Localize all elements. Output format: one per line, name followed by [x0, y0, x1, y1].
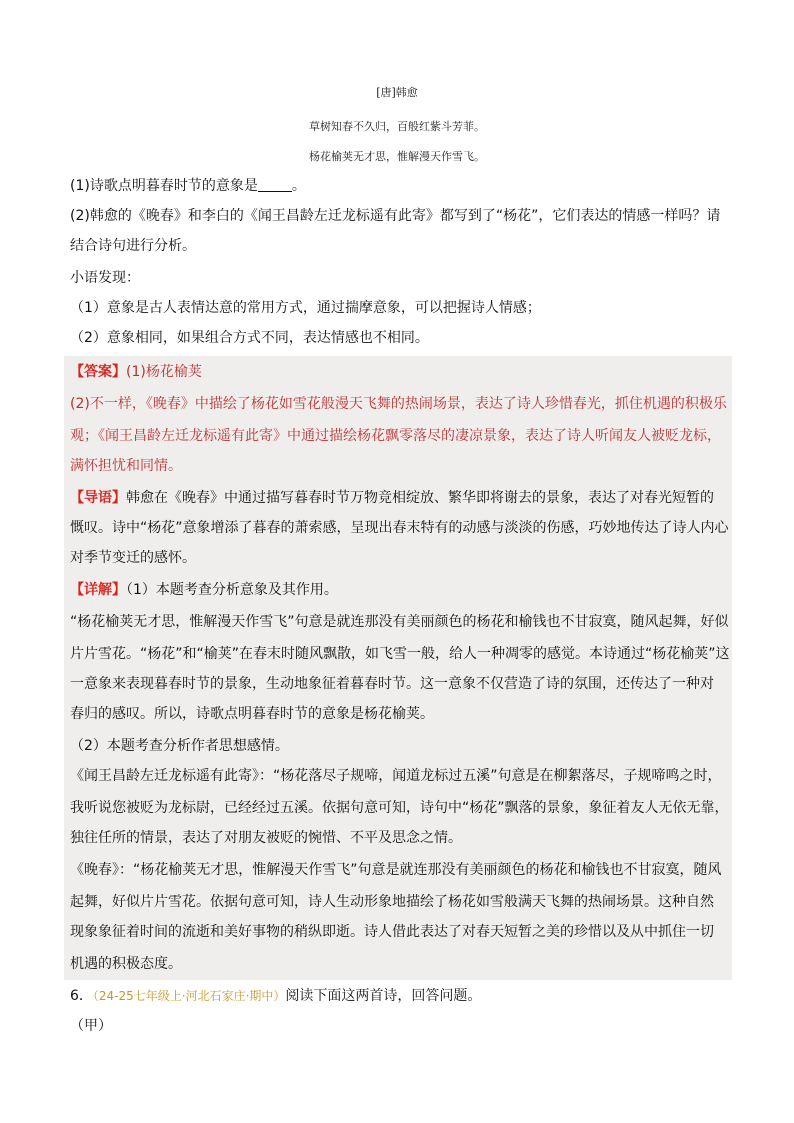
guide-tag: 【导语】 [70, 490, 126, 506]
detail-p2-line-4: 春归的感叹。所以，诗歌点明暮春时节的意象是杨花榆荚。 [70, 706, 434, 722]
tip-1: （1）意象是古人表情达意的常用方式，通过揣摩意象，可以把握诗人情感； [70, 300, 541, 316]
detail-p4-line-2: 我听说您被贬为龙标尉，已经经过五溪。依据句意可知，诗句中“杨花”飘落的景象，象征着友人无依无靠， [70, 800, 729, 816]
answer-1: (1)杨花榆荚 [126, 364, 202, 380]
answer-tag: 【答案】 [70, 364, 126, 380]
tip-title: 小语发现： [70, 270, 140, 286]
detail-p5-line-3: 现象象征着时间的流逝和美好事物的稍纵即逝。诗人借此表达了对春天短暂之美的珍惜以及从中抓住一切 [70, 924, 714, 940]
detail-p5-line-4: 机遇的积极态度。 [70, 956, 182, 972]
guide-line-3: 对季节变迁的感怀。 [70, 550, 196, 566]
answer-line-1 [70, 362, 730, 382]
question-2-line-1: (2)韩愈的《晚春》和李白的《闻王昌龄左迁龙标遥有此寄》都写到了“杨花”，它们表达的情感一样吗？请 [70, 208, 721, 224]
question-2-line-2: 结合诗句进行分析。 [70, 238, 196, 254]
poem-part-label: （甲） [70, 1018, 112, 1034]
question-1-text: (1)诗歌点明暮春时节的意象是 [70, 178, 258, 194]
question-1 [70, 176, 730, 196]
next-question [70, 986, 730, 1006]
detail-p4-line-3: 独往任所的情景，表达了对朋友被贬的惋惜、不平及思念之情。 [70, 830, 462, 846]
answer-panel [64, 356, 732, 980]
answer-blank [258, 177, 292, 192]
question-number: 6． [70, 988, 93, 1004]
detail-line-1 [70, 580, 730, 600]
answer-2-line-3: 满怀担忧和同情。 [70, 458, 182, 474]
poem-author: [唐]韩愈 [376, 86, 418, 99]
guide-line-1 [70, 488, 730, 508]
tip-2: （2）意象相同，如果组合方式不同，表达情感也不相同。 [70, 330, 429, 346]
detail-p4-line-1: 《闻王昌龄左迁龙标遥有此寄》：“杨花落尽子规啼，闻道龙标过五溪”句意是在柳絮落尽，子规啼鸣之时， [70, 768, 722, 784]
guide-text-1: 韩愈在《晚春》中通过描写暮春时节万物竞相绽放、繁华即将谢去的景象，表达了对春光短暂的 [126, 490, 714, 506]
answer-2-line-1: (2)不一样，《晚春》中描绘了杨花如雪花般漫天飞舞的热闹场景，表达了诗人珍惜春光，抓住机遇的积极乐 [70, 396, 727, 412]
detail-p2-line-1: “杨花榆荚无才思，惟解漫天作雪飞”句意是就连那没有美丽颜色的杨花和榆钱也不甘寂寞，随风起舞，好似 [70, 614, 729, 630]
question-instruction: 阅读下面这两首诗，回答问题。 [285, 988, 482, 1004]
detail-p2-line-3: 一意象来表现暮春时节的景象，生动地象征着暮春时节。这一意象不仅营造了诗的氛围，还传达了一种对 [70, 676, 714, 692]
detail-tag: 【详解】 [70, 582, 126, 598]
poem-line-2: 杨花榆荚无才思，惟解漫天作雪飞。 [309, 150, 485, 163]
answer-2-line-2: 观；《闻王昌龄左迁龙标遥有此寄》中通过描绘杨花飘零落尽的凄凉景象，表达了诗人听闻友人被贬龙标， [70, 428, 721, 444]
detail-p2-line-2: 片片雪花。“杨花”和“榆荚”在春末时随风飘散，如飞雪一般，给人一种凋零的感觉。本诗通过“杨花榆荚”这 [70, 646, 730, 662]
question-1-end: 。 [291, 178, 306, 194]
detail-p5-line-1: 《晚春》：“杨花榆荚无才思，惟解漫天作雪飞”句意是就连那没有美丽颜色的杨花和榆钱也不甘寂寞，随风 [70, 862, 722, 878]
guide-line-2: 慨叹。诗中“杨花”意象增添了暮春的萧索感，呈现出春末特有的动感与淡淡的伤感，巧妙地传达了诗人内心 [70, 520, 729, 536]
detail-text-1: （1）本题考查分析意象及其作用。 [126, 582, 338, 598]
detail-p5-line-2: 起舞，好似片片雪花。依据句意可知，诗人生动形象地描绘了杨花如雪般满天飞舞的热闹场景。这种自然 [70, 894, 714, 910]
detail-p3-line-1: （2）本题考查分析作者思想感情。 [70, 738, 289, 754]
question-source: （24-25七年级上·河北石家庄·期中） [92, 989, 286, 1003]
poem-line-1: 草树知春不久归，百般红紫斗芳菲。 [309, 120, 485, 133]
